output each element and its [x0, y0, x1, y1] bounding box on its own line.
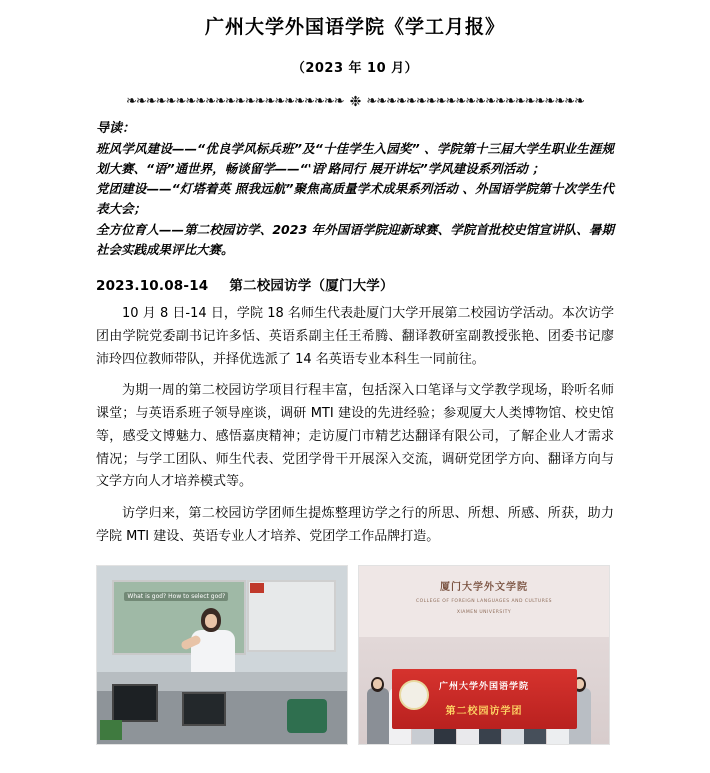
lead-label: 导读： — [96, 120, 136, 136]
body-paragraph-2: 为期一周的第二校园访学项目行程丰富，包括深入口笔译与文学教学现场，聆听名师课堂；与英语系班子领导座谈，调研 MTI 建设的先进经验；参观厦大人类博物馆、校史馆等，感受文博魅力、感悟嘉庚精神；走访厦门市精艺达翻译有限公司，了解企业人才需求情况；与学工团队、师生代表、党团学骨干开展深入交流，调研党团学方向、翻译方向与文学方向人才培养模式等。 — [96, 383, 614, 490]
banner-line-1: 广州大学外国语学院 — [438, 681, 530, 692]
body-paragraph-1: 10 月 8 日-14 日，学院 18 名师生代表赴厦门大学开展第二校园访学活动。本次访学团由学院党委副书记许多恬、英语系副主任王希腾、翻译教研室副教授张艳、团委书记廖沛玲四位教师带队，并择优选派了 14 名英语专业本科生一同前往。 — [96, 306, 614, 367]
section-heading — [96, 274, 614, 294]
banner-line-2: 第二校园访学团 — [445, 706, 523, 718]
facade-subtitle-en: COLLEGE OF FOREIGN LANGUAGES AND CULTURES — [415, 599, 553, 605]
chair-icon — [287, 699, 327, 733]
lead-section — [96, 118, 614, 261]
red-banner — [392, 669, 577, 730]
decorative-divider — [96, 92, 614, 112]
snowflake-icon: ❉ — [349, 93, 361, 110]
body-paragraph-3: 访学归来，第二校园访学团师生提炼整理访学之行的所思、所想、所感、所获，助力学院 MTI 建设、英语专业人才培养、党团学工作品牌打造。 — [96, 506, 614, 544]
monitor-secondary-icon — [182, 692, 226, 726]
lead-item-2: 党团建设——“灯塔着英 照我远航”聚焦高质量学术成果系列活动 、外国语学院第十次学生代表大会； — [96, 181, 614, 217]
flag-icon — [250, 583, 264, 593]
ornament-right-icon: ❧❧❧❧❧❧❧❧❧❧❧❧❧❧❧❧❧❧❧❧❧❧ — [366, 94, 584, 110]
section-date: 2023.10.08-14 — [96, 278, 209, 295]
group-photo-with-banner — [358, 565, 610, 745]
facade-subtitle-university: XIAMEN UNIVERSITY — [456, 610, 512, 616]
monitor-icon — [112, 684, 158, 722]
page-title: 广州大学外国语学院《学工月报》 — [204, 16, 505, 38]
document-page — [0, 14, 710, 773]
lead-item-1: 班风学风建设——“优良学风标兵班”及“十佳学生入园奖” 、学院第十三届大学生职业生涯规划大赛、“语”通世界，畅谈留学——“'语'路同行 展开讲坛”学风建设系列活动 ； — [96, 140, 614, 176]
ornament-left-icon: ❧❧❧❧❧❧❧❧❧❧❧❧❧❧❧❧❧❧❧❧❧❧ — [125, 94, 344, 110]
lecturer-face — [205, 614, 217, 628]
lead-item-3: 全方位育人——第二校园访学、2023 年外国语学院迎新球赛、学院首批校史馆宣讲队、暑期社会实践成果评比大赛。 — [96, 221, 614, 257]
box-icon — [100, 720, 122, 740]
section-title: 第二校园访学（厦门大学） — [229, 278, 394, 295]
projection-screen-text: What is god? How to select god? — [124, 592, 228, 601]
page-subtitle: （2023 年 10 月） — [291, 60, 419, 76]
photo-row — [96, 565, 614, 745]
university-emblem-icon — [399, 680, 429, 710]
facade-title: 厦门大学外文学院 — [440, 582, 528, 594]
classroom-lecture-photo — [96, 565, 348, 745]
